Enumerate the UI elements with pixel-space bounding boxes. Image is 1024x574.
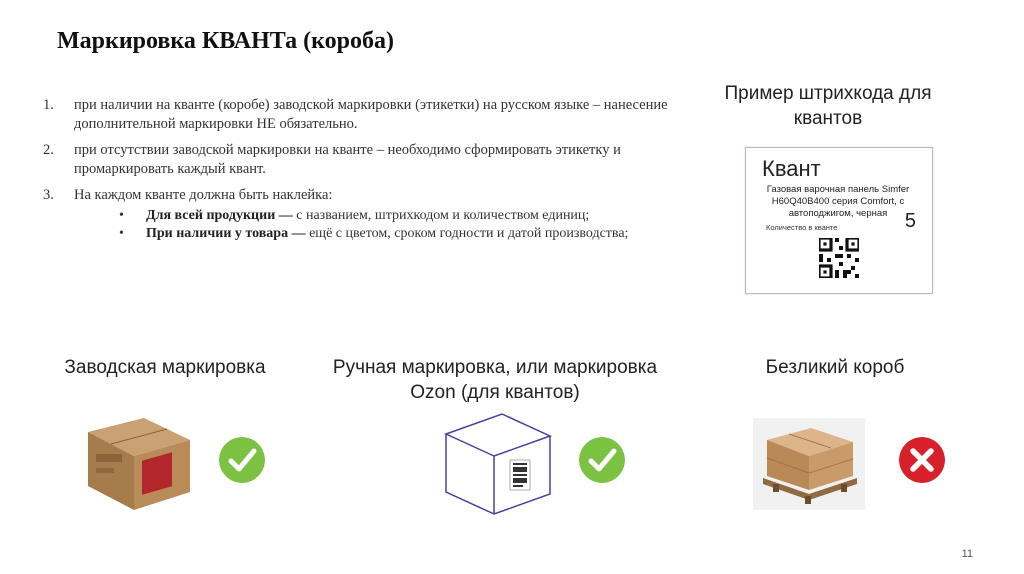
bullet-bold: Для всей продукции — [146,208,293,223]
rule-item [43,186,683,205]
rule-text: при отсутствии заводской маркировки на кванте – необходимо сформировать этикетку и промаркировать каждый квант. [74,142,621,177]
example-caption: Пример штрихкода для квантов [724,83,932,129]
column-caption-manual: Ручная маркировка, или маркировка Ozon (для квантов) [332,357,658,403]
rule-number: 2. [43,142,54,158]
factory-box-image [82,414,196,514]
rule-item [43,141,683,179]
bullet-bold: При наличии у товара — [146,226,306,241]
page-number: 11 [961,548,973,560]
sticker-bullets [43,207,683,243]
cross-icon [899,437,945,483]
label-quantity: 5 [904,210,916,232]
bullet-dot: • [119,208,124,223]
check-icon [579,437,625,483]
column-caption-factory: Заводская маркировка [64,357,266,378]
plain-boxes-pallet-image [753,418,865,510]
bullet-dot: • [119,226,124,241]
labeled-box-image [442,410,554,518]
column-caption-plain: Безликий короб [765,357,905,378]
bullet-item [119,225,683,243]
rule-item [43,96,683,134]
label-description: Газовая варочная панель Simfer H60Q40B400 серия Comfort, с автоподжигом, черная [766,184,910,219]
rules-list [43,96,683,243]
label-title: Квант [762,156,821,181]
bullet-text: ещё с цветом, сроком годности и датой производства; [305,226,629,241]
rule-text: при наличии на кванте (коробе) заводской маркировки (этикетки) на русском языке – нанесение дополнительной маркировки НЕ обязательно. [74,97,668,132]
rule-number: 3. [43,187,54,203]
rule-number: 1. [43,97,54,113]
bullet-text: с названием, штрихкодом и количеством единиц; [292,208,590,223]
label-count-text: Количество в кванте [766,223,838,232]
bullet-item [119,207,683,225]
qr-code-icon [819,238,859,278]
rule-text: На каждом кванте должна быть наклейка: [74,187,333,203]
check-icon [219,437,265,483]
barcode-label-example [745,147,933,294]
slide-title: Маркировка КВАНТа (короба) [57,28,394,54]
